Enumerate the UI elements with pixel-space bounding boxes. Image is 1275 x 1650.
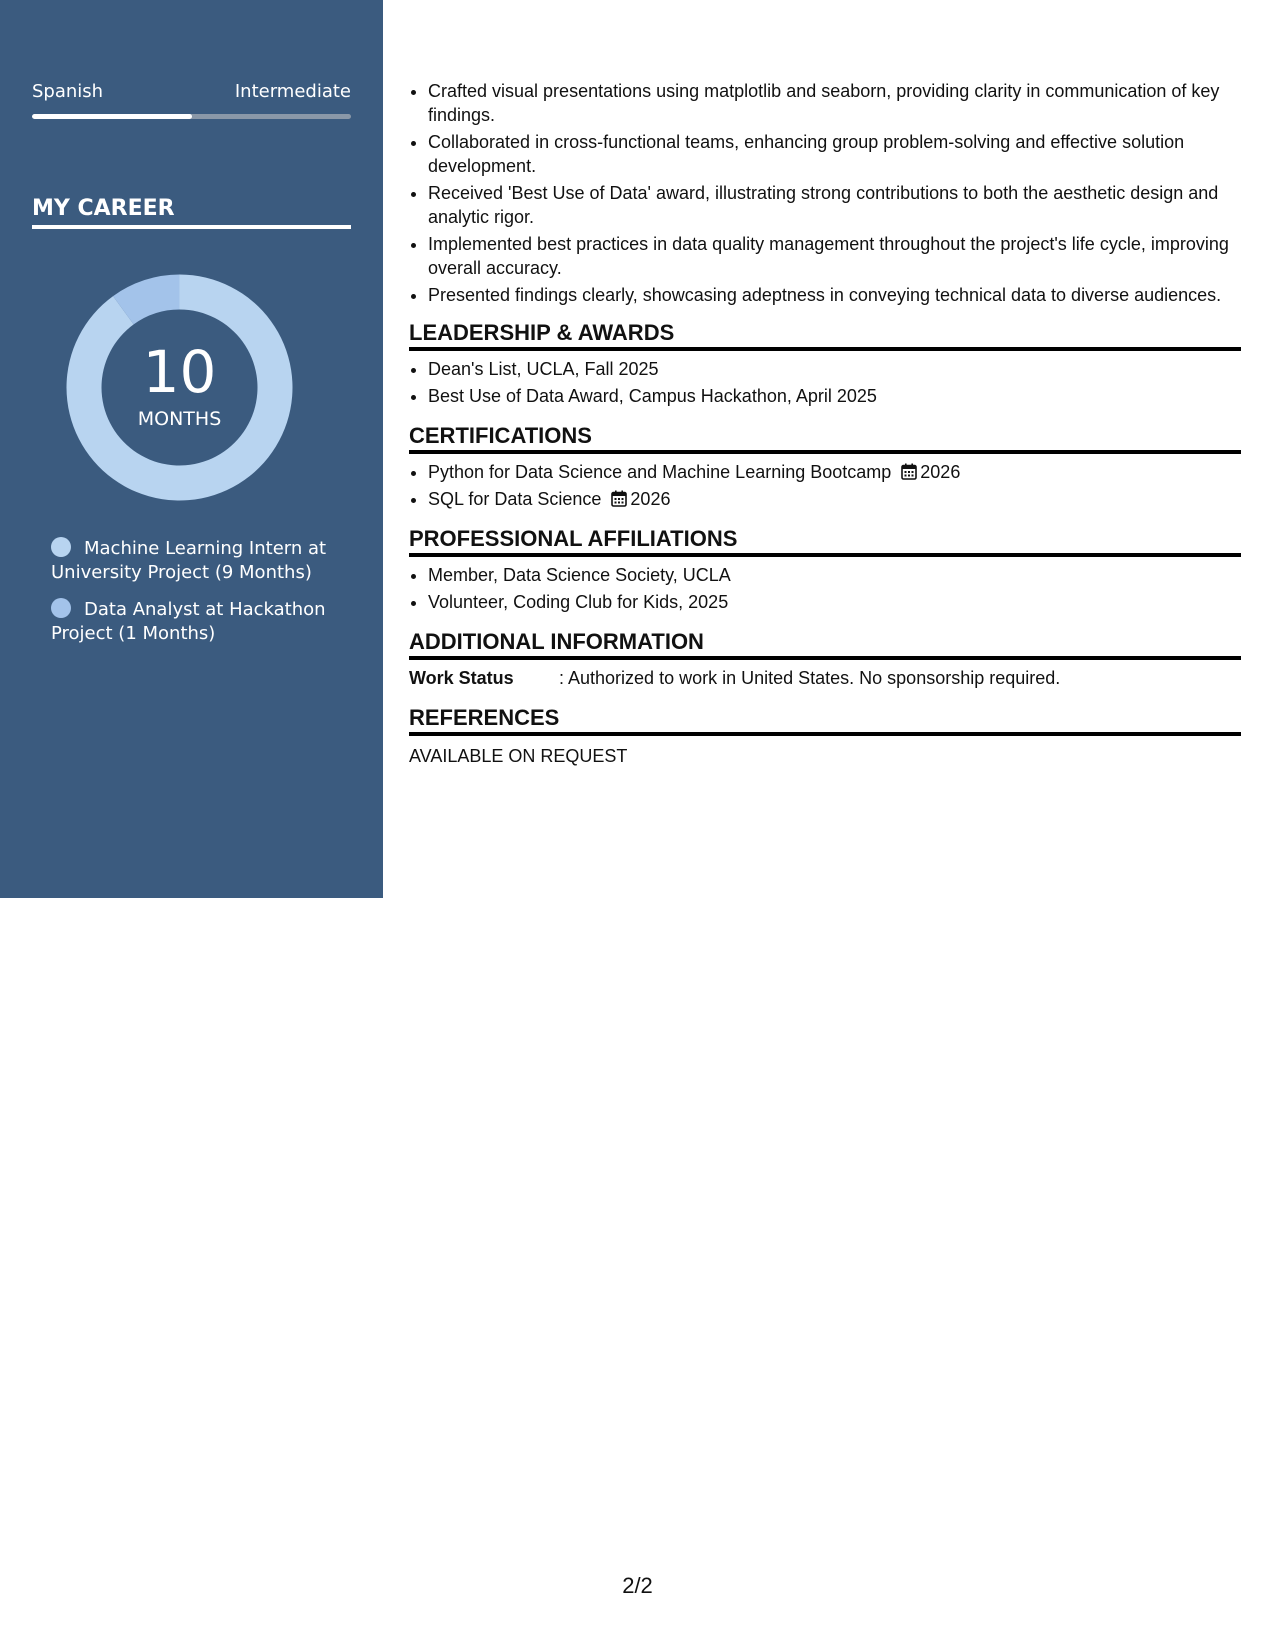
work-status-value: : Authorized to work in United States. No sponsorship required. bbox=[559, 668, 1061, 688]
certifications-section bbox=[409, 424, 1241, 511]
bullet-item: • Presented findings clearly, showcasing adeptness in conveying technical data to diverse audiences. bbox=[428, 283, 1241, 307]
list-item: • Best Use of Data Award, Campus Hackathon, April 2025 bbox=[428, 384, 1241, 408]
language-name: Spanish bbox=[32, 81, 104, 102]
list-item: • Volunteer, Coding Club for Kids, 2025 bbox=[428, 590, 1241, 614]
work-status-row bbox=[409, 666, 1241, 690]
certification-name: Python for Data Science and Machine Learning Bootcamp bbox=[428, 462, 892, 482]
page-number: 2/2 bbox=[622, 1573, 653, 1598]
language-level: Intermediate bbox=[234, 81, 351, 102]
language-proficiency-fill bbox=[32, 114, 192, 119]
references-text: AVAILABLE ON REQUEST bbox=[409, 746, 628, 766]
work-status-label: Work Status bbox=[409, 668, 514, 688]
certification-year: 2026 bbox=[630, 489, 671, 509]
certification-item bbox=[428, 487, 1241, 511]
legend-dot-icon bbox=[51, 537, 71, 557]
sidebar bbox=[0, 0, 383, 898]
language-proficiency-bar bbox=[32, 114, 351, 119]
references-section bbox=[409, 706, 1241, 768]
career-total-unit: MONTHS bbox=[137, 408, 222, 430]
career-legend-item bbox=[51, 598, 341, 646]
language-row bbox=[32, 81, 351, 102]
career-item-label: Machine Learning Intern at University Project (9 Months) bbox=[51, 538, 327, 583]
bullet-item: • Collaborated in cross-functional teams, enhancing group problem-solving and effective solution development. bbox=[428, 130, 1241, 178]
bullet-item: • Received 'Best Use of Data' award, illustrating strong contributions to both the aesthetic design and analytic rigor. bbox=[428, 181, 1241, 229]
bullet-item: • Implemented best practices in data quality management throughout the project's life cycle, improving overall accuracy. bbox=[428, 232, 1241, 280]
list-item: • Member, Data Science Society, UCLA bbox=[428, 563, 1241, 587]
certification-item bbox=[428, 460, 1241, 484]
certification-name: SQL for Data Science bbox=[428, 489, 602, 509]
section-title-affiliations: PROFESSIONAL AFFILIATIONS bbox=[409, 527, 1241, 557]
bullet-item: • Crafted visual presentations using matplotlib and seaborn, providing clarity in communication of key findings. bbox=[428, 79, 1241, 127]
main-content bbox=[409, 79, 1241, 768]
experience-bullets bbox=[409, 79, 1241, 307]
leadership-list bbox=[409, 357, 1241, 408]
career-total-number: 10 bbox=[142, 338, 217, 406]
affiliations-list bbox=[409, 563, 1241, 614]
career-item-label: Data Analyst at Hackathon Project (1 Months) bbox=[51, 599, 326, 644]
career-legend bbox=[51, 537, 341, 659]
career-heading: MY CAREER bbox=[32, 196, 351, 229]
list-item: • Dean's List, UCLA, Fall 2025 bbox=[428, 357, 1241, 381]
calendar-icon bbox=[611, 490, 627, 507]
leadership-section bbox=[409, 321, 1241, 408]
career-legend-item bbox=[51, 537, 341, 585]
certification-year: 2026 bbox=[920, 462, 961, 482]
calendar-icon bbox=[901, 463, 917, 480]
affiliations-section bbox=[409, 527, 1241, 614]
section-title-references: REFERENCES bbox=[409, 706, 1241, 736]
section-title-additional: ADDITIONAL INFORMATION bbox=[409, 630, 1241, 660]
certifications-list bbox=[409, 460, 1241, 511]
legend-dot-icon bbox=[51, 598, 71, 618]
additional-info-section bbox=[409, 630, 1241, 690]
section-title-leadership: LEADERSHIP & AWARDS bbox=[409, 321, 1241, 351]
section-title-certifications: CERTIFICATIONS bbox=[409, 424, 1241, 454]
